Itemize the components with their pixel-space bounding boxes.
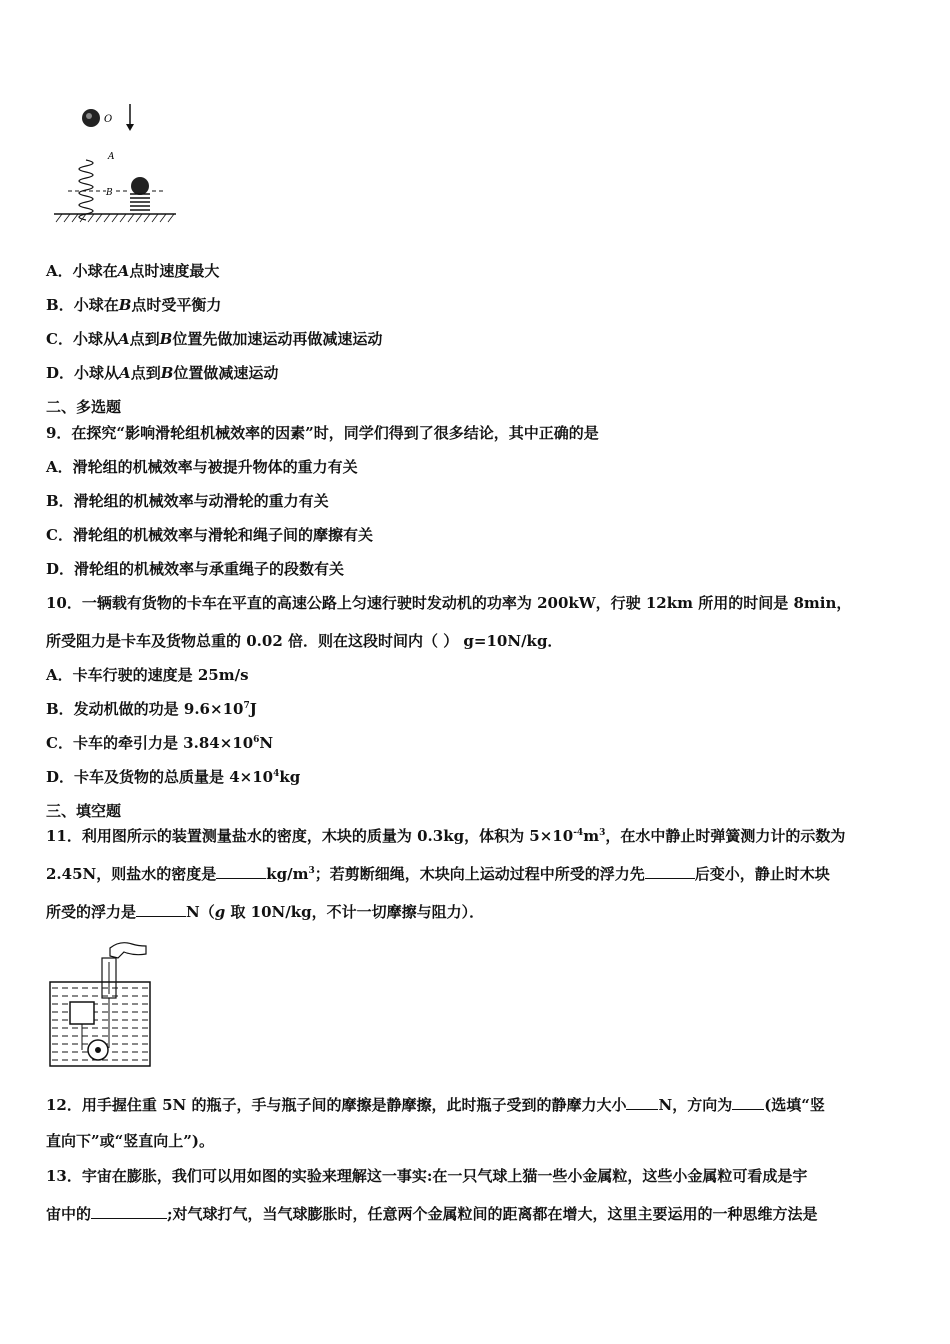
q11-line3: 所受的浮力是 N（g 取 10N/kg，不计一切摩擦与阻力）． [46, 903, 485, 921]
q8-option-a: A．小球在A点时速度最大 [46, 262, 220, 280]
q10-stem-line1: 10．一辆载有货物的卡车在平直的高速公路上匀速行驶时发动机的功率为 200kW，行驶 12km 所用的时间是 8min， [46, 594, 852, 612]
q9-option-b: B．滑轮组的机械效率与动滑轮的重力有关 [46, 492, 329, 510]
q12-blank-magnitude[interactable] [626, 1095, 658, 1110]
q13-line1: 13．宇宙在膨胀，我们可以用如图的实验来理解这一事实:在一只气球上猫一些小金属粒，这些小金属粒可看成是宇 [46, 1167, 808, 1185]
label-b: B [106, 188, 113, 198]
q8-option-b: B．小球在B点时受平衡力 [46, 296, 222, 314]
q9-stem: 9．在探究“影响滑轮组机械效率的因素”时，同学们得到了很多结论，其中正确的是 [46, 424, 599, 442]
q12-line2: 直向下”或“竖直向上”)。 [46, 1132, 214, 1150]
q9-option-d: D．滑轮组的机械效率与承重绳子的段数有关 [46, 560, 345, 578]
section-heading-multiple-choice: 二、多选题 [46, 398, 122, 416]
q9-option-a: A．滑轮组的机械效率与被提升物体的重力有关 [46, 458, 358, 476]
q10-option-a: A．卡车行驶的速度是 25m/s [46, 666, 249, 684]
hand-icon [110, 943, 146, 958]
q11-blank-buoyancy-change[interactable] [645, 864, 695, 879]
q10-option-b: B．发动机做的功是 $9.6\times 10^7J$ [46, 700, 257, 718]
q10-option-c: C．卡车的牵引力是 $3.84\times 10^6N$ [46, 734, 274, 752]
label-o: O [104, 114, 113, 125]
label-a: A [108, 152, 115, 162]
q11-line2: 2.45N，则盐水的密度是 $kg/m^3$；若剪断细绳，木块向上运动过程中所受的浮力先 后变小，静止时木块 [46, 865, 830, 883]
ball-on-spring-icon [131, 177, 149, 195]
q11-blank-density[interactable] [216, 864, 266, 879]
buoyancy-apparatus-figure [46, 938, 156, 1070]
q12-blank-direction[interactable] [732, 1095, 764, 1110]
q10-stem-line2: 所受阻力是卡车及货物总重的 0.02 倍．则在这段时间内（ ） g=10N/kg． [46, 632, 563, 650]
spring-left [79, 160, 93, 220]
q12-line1: 12．用手握住重 5N 的瓶子，手与瓶子间的摩擦是静摩擦，此时瓶子受到的静摩力大小 N，方向为 (选填“竖 [46, 1096, 825, 1114]
q8-option-c: C．小球从A点到B位置先做加速运动再做减速运动 [46, 330, 383, 348]
q9-option-c: C．滑轮组的机械效率与滑轮和绳子间的摩擦有关 [46, 526, 373, 544]
q8-option-d: D．小球从A点到B位置做减速运动 [46, 364, 279, 382]
q13-blank[interactable] [91, 1204, 167, 1219]
q13-line2: 宙中的 ;对气球打气，当气球膨胀时，任意两个金属粒间的距离都在增大，这里主要运用的一种思维方法是 [46, 1205, 818, 1223]
down-arrow-icon [126, 124, 134, 131]
q10-option-d: D．卡车及货物的总质量是 $4\times 10^4kg$ [46, 768, 301, 786]
spring-right [130, 194, 150, 210]
spring-ball-figure [52, 98, 182, 223]
section-heading-fill-blank: 三、填空题 [46, 802, 122, 820]
wood-block [70, 1002, 94, 1024]
q11-blank-buoyancy[interactable] [136, 902, 186, 917]
q11-line1: 11．利用图所示的装置测量盐水的密度，木块的质量为 0.3kg，体积为 $5\times 10^{-4}m^3$，在水中静止时弹簧测力计的示数为 [46, 827, 846, 845]
